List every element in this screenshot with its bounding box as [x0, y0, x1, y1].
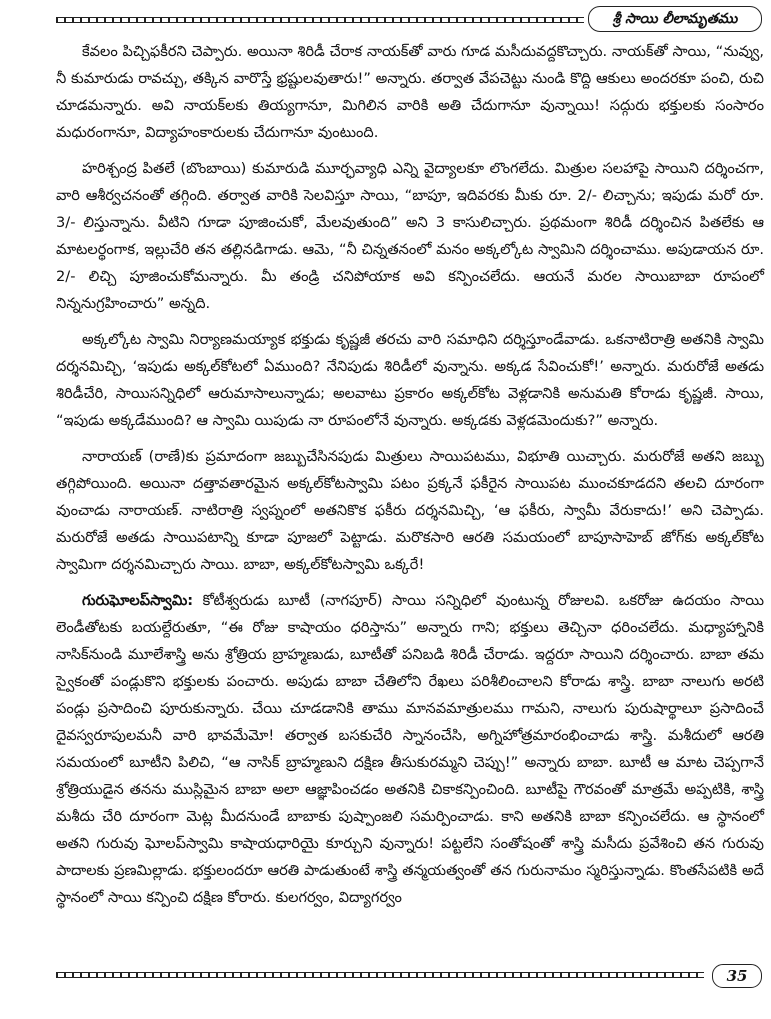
paragraph-2 [56, 155, 764, 317]
book-title-badge: శ్రీ సాయి లీలామృతము [588, 6, 762, 32]
paragraph-text: హరిశ్చంద్ర పితలే (బొంబాయి) కుమారుడి మూర్ఛవ్యాధి ఎన్ని వైద్యాలకూ లొంగలేదు. మిత్రుల సలహాపై సాయిని దర్శించగా, వారి ఆశీర్వచనంతో తగ్గింది. తర్వాత వారికి సెలవిస్తూ సాయి, “బాపూ, ఇదివరకు మీకు రూ. 2/- లిచ్చాను; ఇపుడు మరో రూ. 3/- లిస్తున్నాను. వీటిని గూడా పూజించుకో, మేలవుతుంది” అని 3 కాసులిచ్చారు. ప్రథమంగా శిరిడీ దర్శించిన పితలేకు ఆ మాటలర్థంగాక, ఇల్లుచేరి తన తల్లినడిగాడు. ఆమె, “నీ చిన్నతనంలో మనం అక్కల్కోట స్వామిని దర్శించాము. అపుడాయన రూ. 2/- లిచ్చి పూజించుకోమన్నారు. మీ తండ్రి చనిపోయాక అవి కన్పించలేదు. ఆయనే మరల సాయిబాబా రూపంలో నిన్ననుగ్రహించారు” అన్నది. [56, 160, 764, 312]
section-heading: గురుఘోలప్‌స్వామి: [82, 592, 194, 609]
paragraph-text: కేవలం పిచ్చిఫకీరని చెప్పారు. అయినా శిరిడీ చేరాక నాయక్‌తో వారు గూడ మసీదువద్దకొచ్చారు. నాయక్‌తో సాయి, “నువ్వు, నీ కుమారుడు రావచ్చు, తక్కిన వారొస్తే భ్రష్టులవుతారు!” అన్నారు. తర్వాత వేపచెట్టు నుండి కొద్ది ఆకులు అందరకూ పంచి, రుచి చూడమన్నారు. అవి నాయక్‌లకు తియ్యగానూ, మిగిలిన వారికి అతి చేదుగానూ వున్నాయి! సద్గురు భక్తులకు సంసారం మధురంగానూ, విద్యాహంకారులకు చేదుగానూ వుంటుంది. [56, 43, 764, 141]
paragraph-3 [56, 326, 764, 434]
footer-ornament-border [56, 972, 704, 978]
page-footer [56, 964, 762, 990]
page-number: 35 [712, 964, 762, 988]
paragraph-5 [56, 587, 764, 911]
page-body [56, 38, 764, 911]
paragraph-text: నారాయణ్ (రాణే)కు ప్రమాదంగా జబ్బుచేసినపుడు మిత్రులు సాయిపటము, విభూతి యిచ్చారు. మరురోజే అతని జబ్బు తగ్గిపోయింది. అయినా దత్తావతారమైన అక్కల్‌కోటస్వామి పటం ప్రక్కనే ఫకీరైన సాయిపట ముంచకూడదని తలచి దూరంగా వుంచాడు నారాయణ్. నాటిరాత్రి స్వప్నంలో అతనికొక ఫకీరు దర్శనమిచ్చి, ‘ఆ ఫకీరు, స్వామీ వేరుకాదు!’ అని చెప్పాడు. మరురోజే అతడు సాయిపటాన్ని కూడా పూజలో పెట్టాడు. మరొకసారి ఆరతి సమయంలో బాపూసాహెబ్ జోగ్‌కు అక్కల్‌కోట స్వామిగా దర్శనమిచ్చారు సాయి. బాబా, అక్కల్‌కోటస్వామి ఒక్కరే! [56, 448, 764, 573]
paragraph-text: అక్కల్కోట స్వామి నిర్యాణమయ్యాక భక్తుడు కృష్ణజీ తరచు వారి సమాధిని దర్శిస్తూండేవాడు. ఒకనాటిరాత్రి అతనికి స్వామి దర్శనమిచ్చి, ‘ఇపుడు అక్కల్‌కోటలో ఏముంది? నేనిపుడు శిరిడీలో వున్నాను. అక్కడ సేవించుకో!’ అన్నారు. మరురోజే అతడు శిరిడీచేరి, సాయిసన్నిధిలో ఆరుమాసాలున్నాడు; అలవాటు ప్రకారం అక్కల్‌కోట వెళ్లడానికి అనుమతి కోరాడు కృష్ణజీ. సాయి, “ఇపుడు అక్కడేముంది? ఆ స్వామి యిపుడు నా రూపంలోనే వున్నారు. అక్కడకు వెళ్లడమెందుకు?” అన్నారు. [56, 331, 764, 429]
header-ornament-border [56, 17, 584, 23]
paragraph-text: కోటీశ్వరుడు బూటీ (నాగపూర్) సాయి సన్నిధిలో వుంటున్న రోజులవి. ఒకరోజు ఉదయం సాయి లెండీతోటకు బయల్దేరుతూ, “ఈ రోజు కాషాయం ధరిస్తాను” అన్నారు గాని; భక్తులు తెచ్చినా ధరించలేదు. మధ్యాహ్నానికి నాసిక్‌నుండి మూలేశాస్త్రి అను శ్రోత్రియ బ్రాహ్మణుడు, బూటీతో పనిబడి శిరిడీ చేరాడు. ఇద్దరూ సాయిని దర్శించారు. బాబా తమ స్వైకంతో పండ్లుకొని భక్తులకు పంచారు. అపుడు బాబా చేతిలోని రేఖలు పరిశీలించాలని కోరాడు శాస్త్రి. బాబా నాలుగు అరటి పండ్లు ప్రసాదించి పూరుకున్నారు. చేయి చూడడానికి తాము మానవమాత్రులము గామని, నాలుగు పురుషార్థాలూ ప్రసాదించే దైవస్వరూపులమనీ వారి భావమేమో! తర్వాత బసకుచేరి స్నానంచేసి, అగ్నిహోత్రమారంభించాడు శాస్త్రి. మశీదులో ఆరతి సమయంలో బూటీని పిలిచి, “ఆ నాసిక్ బ్రాహ్మణుని దక్షిణ తీసుకురమ్మని చెప్పు!” అన్నారు బాబా. బూటీ ఆ మాట చెప్పగానే శ్రోత్రియుడైన తనను ముస్లిమైన బాబా అలా ఆజ్ఞాపించడం అతనికి చికాకన్పించింది. బూటీపై గౌరవంతో మాత్రమే అప్పటికి, శాస్త్రి మశీదు చేరి దూరంగా మెట్ల మీదనుండే బాబాకు పుష్పాంజలి సమర్పించాడు. కాని అతనికి బాబా కన్పించలేదు. ఆ స్థానంలో అతని గురువు ఘోలప్‌స్వామి కాషాయధారియై కూర్చుని వున్నారు! పట్టలేని సంతోషంతో శాస్త్రి మసీదు ప్రవేశించి తన గురువు పాదాలకు ప్రణమిల్లాడు. భక్తులందరూ ఆరతి పాడుతుంటే శాస్త్రి తన్మయత్వంతో తన గురునామం స్మరిస్తున్నాడు. కొంతసేపటికి అదే స్థానంలో సాయి కన్పించి దక్షిణ కోరారు. కులగర్వం, విద్యాగర్వం [56, 592, 764, 906]
paragraph-1 [56, 38, 764, 146]
page-header [56, 6, 762, 32]
paragraph-4 [56, 443, 764, 578]
